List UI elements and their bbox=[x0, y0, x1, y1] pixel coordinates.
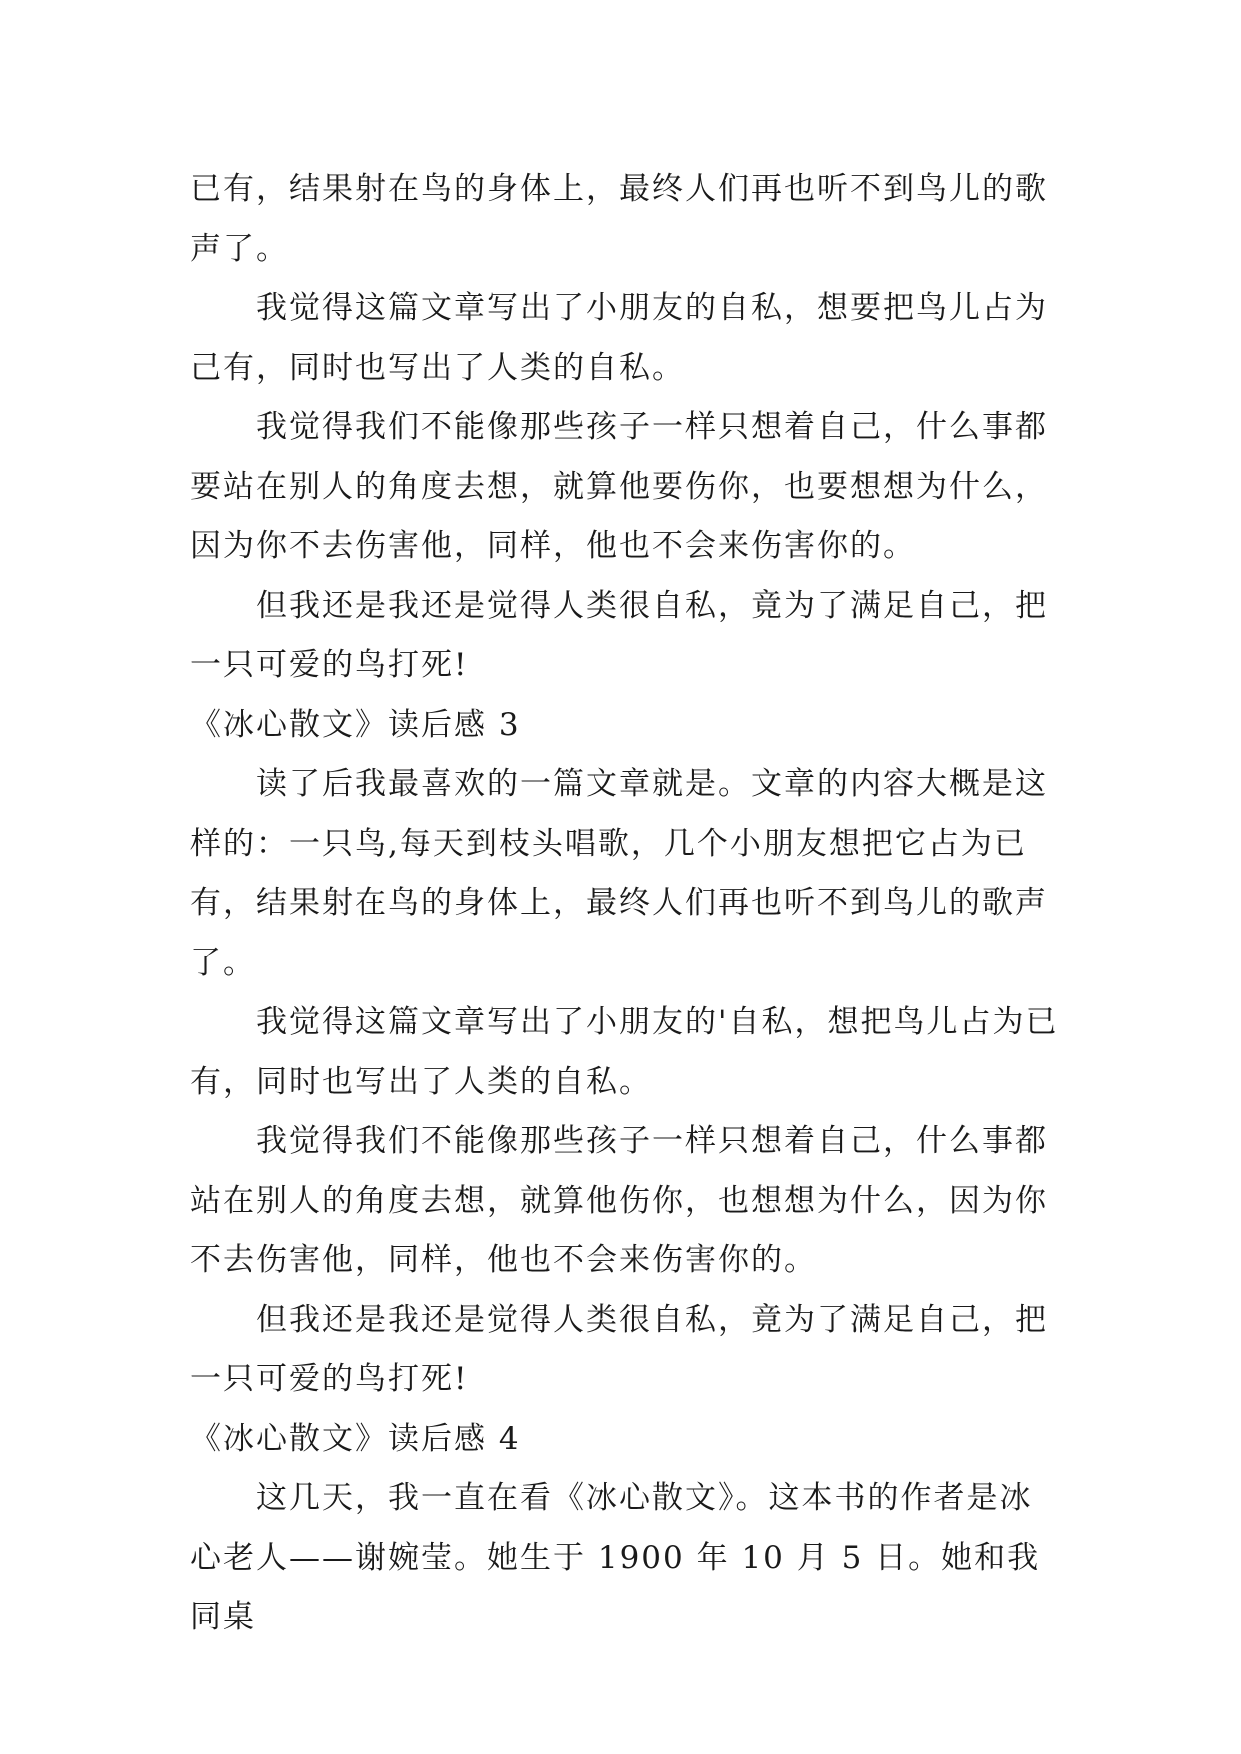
paragraph: 我觉得我们不能像那些孩子一样只想着自己，什么事都要站在别人的角度去想，就算他要伤你，也要想想为什么，因为你不去伤害他，同样，他也不会来伤害你的。 bbox=[190, 409, 1048, 564]
paragraph: 我觉得这篇文章写出了小朋友的'自私，想把鸟儿占为已有，同时也写出了人类的自私。 bbox=[190, 1004, 1059, 1100]
paragraph: 但我还是我还是觉得人类很自私，竟为了满足自己，把一只可爱的鸟打死! bbox=[190, 587, 1048, 683]
paragraph: 但我还是我还是觉得人类很自私，竟为了满足自己，把一只可爱的鸟打死! bbox=[190, 1301, 1048, 1397]
paragraph: 读了后我最喜欢的一篇文章就是。文章的内容大概是这样的：一只鸟,每天到枝头唱歌，几个小朋友想把它占为已有，结果射在鸟的身体上，最终人们再也听不到鸟儿的歌声了。 bbox=[190, 766, 1048, 981]
paragraph-continued: 已有，结果射在鸟的身体上，最终人们再也听不到鸟儿的歌声了。 bbox=[190, 171, 1048, 267]
paragraph: 我觉得这篇文章写出了小朋友的自私，想要把鸟儿占为己有，同时也写出了人类的自私。 bbox=[190, 290, 1048, 386]
section-heading-4: 《冰心散文》读后感 4 bbox=[190, 1420, 521, 1457]
section-heading-3: 《冰心散文》读后感 3 bbox=[190, 706, 521, 743]
paragraph: 这几天，我一直在看《冰心散文》。这本书的作者是冰心老人——谢婉莹。她生于 1900 年 10 月 5 日。她和我同桌 bbox=[190, 1480, 1041, 1635]
paragraph: 我觉得我们不能像那些孩子一样只想着自己，什么事都站在别人的角度去想，就算他伤你，也想想为什么，因为你不去伤害他，同样，他也不会来伤害你的。 bbox=[190, 1123, 1048, 1278]
document-body bbox=[190, 160, 1060, 1648]
